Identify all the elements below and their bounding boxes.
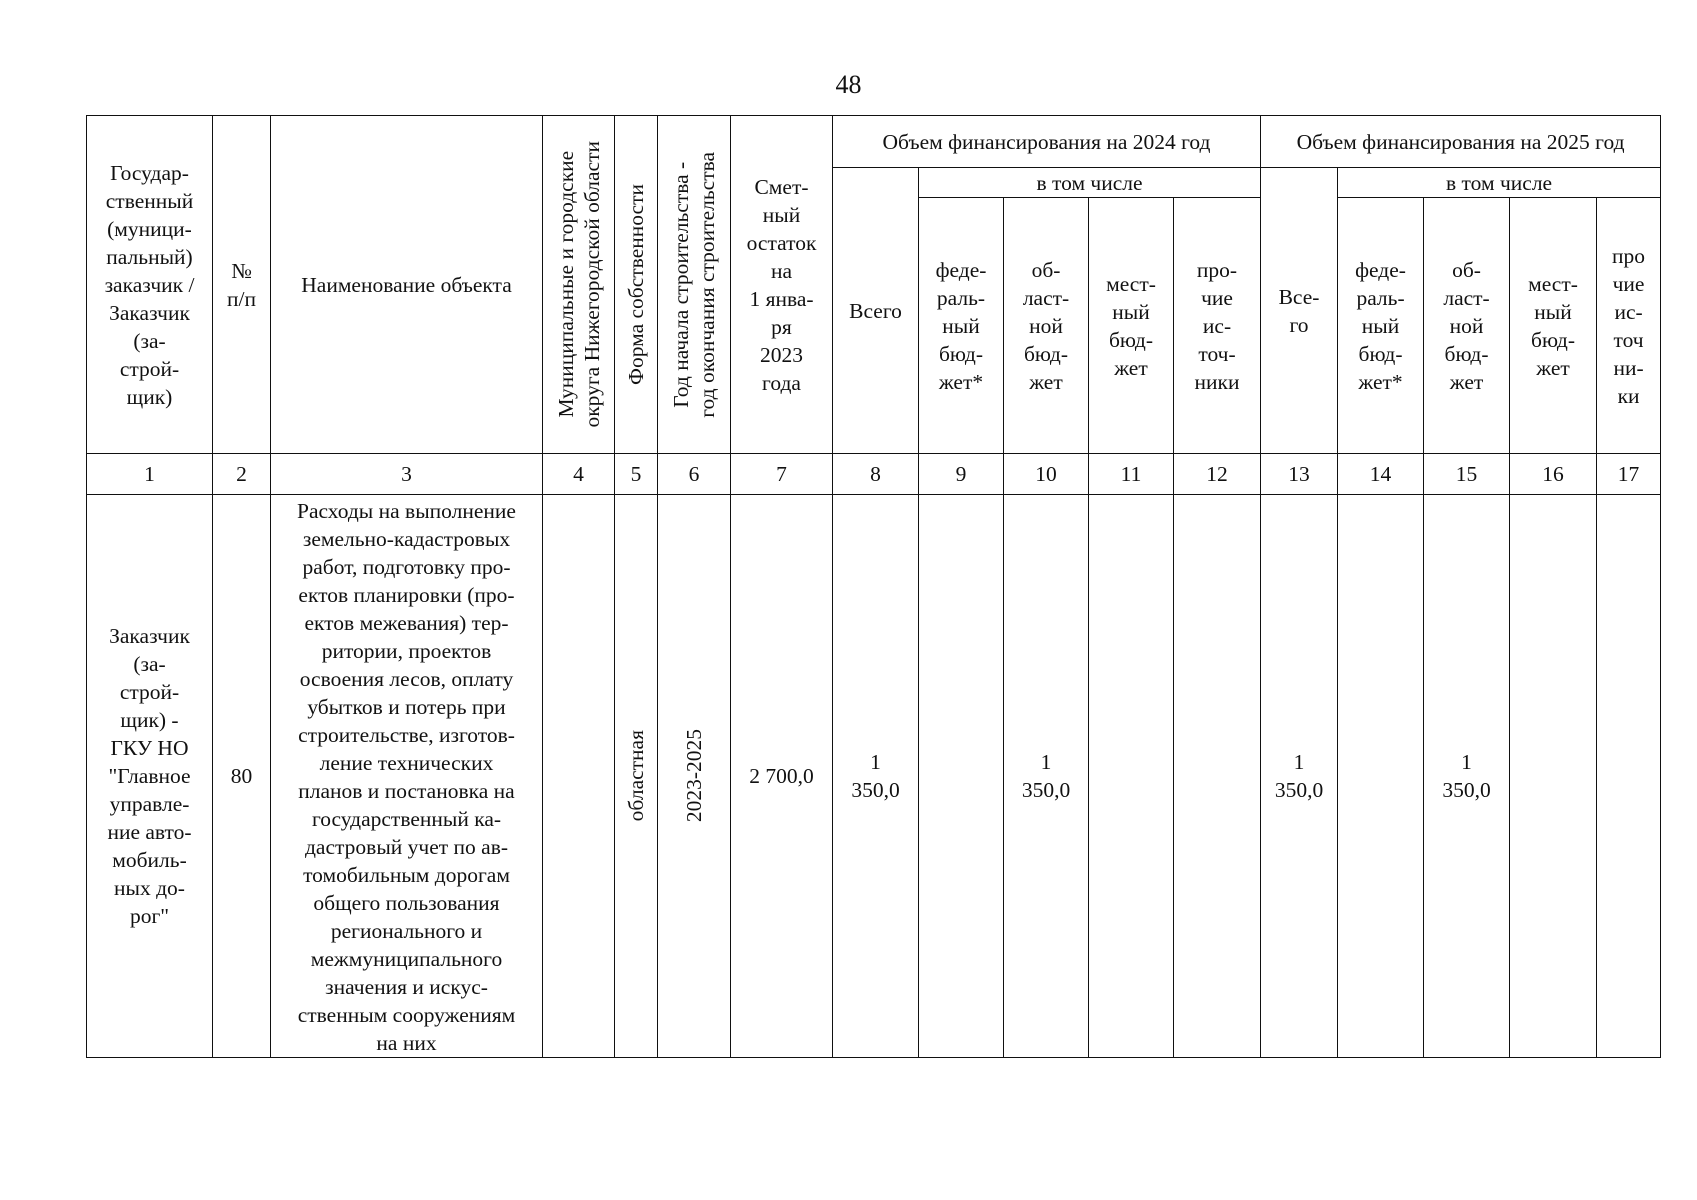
header-number: № п/п — [213, 116, 271, 454]
table-row — [87, 495, 1661, 1058]
column-number: 2 — [213, 454, 271, 495]
column-number: 10 — [1004, 454, 1089, 495]
column-number: 11 — [1089, 454, 1174, 495]
header-total-2024: Всего — [833, 168, 919, 454]
header-object-name: Наименование объекта — [271, 116, 543, 454]
header-funding-2025: Объем финансирования на 2025 год — [1261, 116, 1661, 168]
column-number: 14 — [1338, 454, 1424, 495]
row-years-text: 2023-2025 — [682, 729, 706, 823]
header-local-2025: мест- ный бюд- жет — [1510, 198, 1597, 454]
column-number: 5 — [615, 454, 658, 495]
header-regional-2024: об- ласт- ной бюд- жет — [1004, 198, 1089, 454]
row-federal-2024 — [919, 495, 1004, 1058]
header-including-2024: в том числе — [919, 168, 1261, 198]
column-number: 12 — [1174, 454, 1261, 495]
column-number: 7 — [731, 454, 833, 495]
header-federal-2025: феде- раль- ный бюд- жет* — [1338, 198, 1424, 454]
header-years — [658, 116, 731, 454]
column-number: 17 — [1597, 454, 1661, 495]
header-estimated-balance: Смет- ный остаток на 1 янва- ря 2023 года — [731, 116, 833, 454]
header-other-2025: про чие ис- точ ни- ки — [1597, 198, 1661, 454]
header-row-1 — [87, 116, 1661, 168]
header-years-text: Год начала строительства - год окончания строительства — [669, 151, 719, 418]
header-other-2024: про- чие ис- точ- ники — [1174, 198, 1261, 454]
row-regional-2025: 1 350,0 — [1424, 495, 1510, 1058]
header-local-2024: мест- ный бюд- жет — [1089, 198, 1174, 454]
header-federal-2024: феде- раль- ный бюд- жет* — [919, 198, 1004, 454]
header-regional-2025: об- ласт- ной бюд- жет — [1424, 198, 1510, 454]
page-number: 48 — [835, 70, 862, 99]
row-customer: Заказчик (за- строй- щик) - ГКУ НО "Главное управле- ние авто- мобиль- ных до- рог" — [87, 495, 213, 1058]
column-number: 1 — [87, 454, 213, 495]
row-ownership-text: областная — [624, 730, 648, 822]
row-object-name: Расходы на выполнение земельно-кадастровых работ, подготовку про- ектов планировки (про- ектов межевания) тер- ритории, проектов освоения лесов, оплату убытков и потерь при строительстве, изготов- ление технических планов и постановка на государственный ка- дастровый учет по ав- томобильным дорогам общего пользования регионального и межмуниципального значения и искус- ственным сооружениям на них — [271, 495, 543, 1058]
column-number: 8 — [833, 454, 919, 495]
column-number: 4 — [543, 454, 615, 495]
header-ownership-text: Форма собственности — [624, 183, 648, 386]
row-number: 80 — [213, 495, 271, 1058]
row-years — [658, 495, 731, 1058]
column-number: 15 — [1424, 454, 1510, 495]
row-municipalities — [543, 495, 615, 1058]
header-including-2025: в том числе — [1338, 168, 1661, 198]
row-ownership — [615, 495, 658, 1058]
column-number: 13 — [1261, 454, 1338, 495]
header-municipalities — [543, 116, 615, 454]
column-number: 9 — [919, 454, 1004, 495]
header-municipalities-text: Муниципальные и городские округа Нижегородской области — [553, 141, 604, 428]
row-other-2025 — [1597, 495, 1661, 1058]
header-funding-2024: Объем финансирования на 2024 год — [833, 116, 1261, 168]
row-other-2024 — [1174, 495, 1261, 1058]
row-total-2024: 1 350,0 — [833, 495, 919, 1058]
column-number-row — [87, 454, 1661, 495]
row-total-2025: 1 350,0 — [1261, 495, 1338, 1058]
header-ownership — [615, 116, 658, 454]
row-federal-2025 — [1338, 495, 1424, 1058]
header-customer: Государ- ственный (муници- пальный) заказчик / Заказчик (за- строй- щик) — [87, 116, 213, 454]
investment-program-table — [86, 115, 1661, 1058]
column-number: 6 — [658, 454, 731, 495]
row-estimated-balance: 2 700,0 — [731, 495, 833, 1058]
row-local-2025 — [1510, 495, 1597, 1058]
header-total-2025: Все- го — [1261, 168, 1338, 454]
column-number: 3 — [271, 454, 543, 495]
column-number: 16 — [1510, 454, 1597, 495]
row-regional-2024: 1 350,0 — [1004, 495, 1089, 1058]
row-local-2024 — [1089, 495, 1174, 1058]
